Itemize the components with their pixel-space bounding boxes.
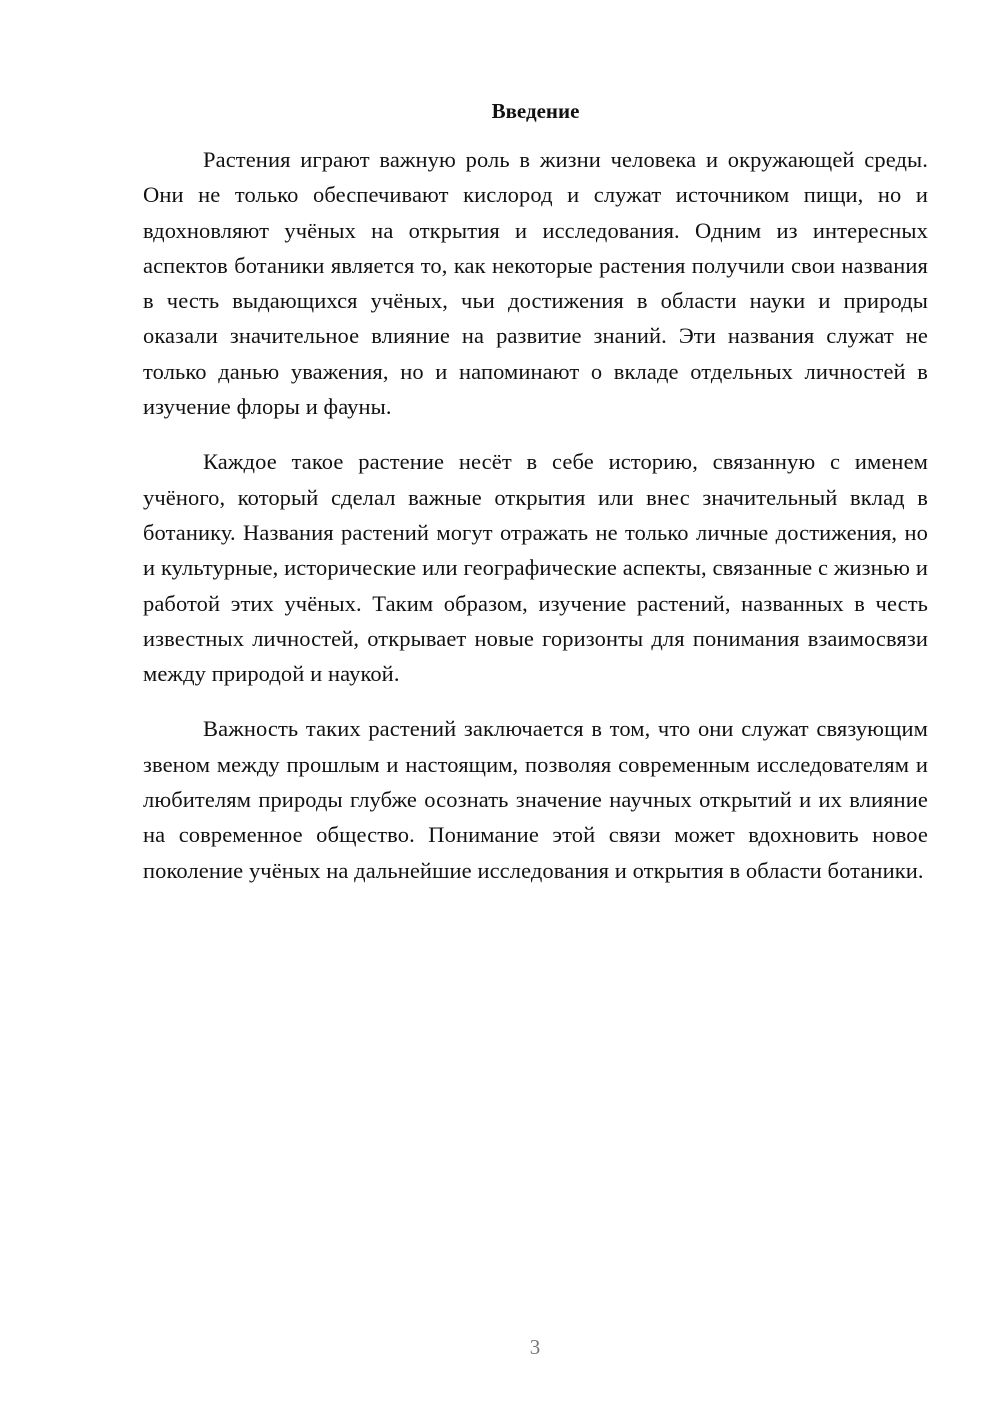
page-number: 3: [529, 1335, 541, 1359]
paragraph-3: Важность таких растений заключается в том, что они служат связующим звеном между прошлым и настоящим, позволяя современным исследователям и любителям природы глубже осознать значение научных открытий и их влияние на современное общество. Понимание этой связи может вдохновить новое поколение учёных на дальнейшие исследования и открытия в области ботаники.: [143, 716, 928, 883]
paragraph-1: Растения играют важную роль в жизни человека и окружающей среды. Они не только обеспечивают кислород и служат источником пищи, но и вдохновляют учёных на открытия и исследования. Одним из интересных аспектов ботаники является то, как некоторые растения получили свои названия в честь выдающихся учёных, чьи достижения в области науки и природы оказали значительное влияние на развитие знаний. Эти названия служат не только данью уважения, но и напоминают о вкладе отдельных личностей в изучение флоры и фауны.: [143, 147, 928, 420]
paragraph-2: Каждое такое растение несёт в себе историю, связанную с именем учёного, который сделал важные открытия или внес значительный вклад в ботанику. Названия растений могут отражать не только личные достижения, но и культурные, исторические или географические аспекты, связанные с жизнью и работой этих учёных. Таким образом, изучение растений, названных в честь известных личностей, открывает новые горизонты для понимания взаимосвязи между природой и наукой.: [143, 449, 928, 687]
section-title: Введение: [491, 99, 580, 123]
document-body: [143, 142, 928, 908]
